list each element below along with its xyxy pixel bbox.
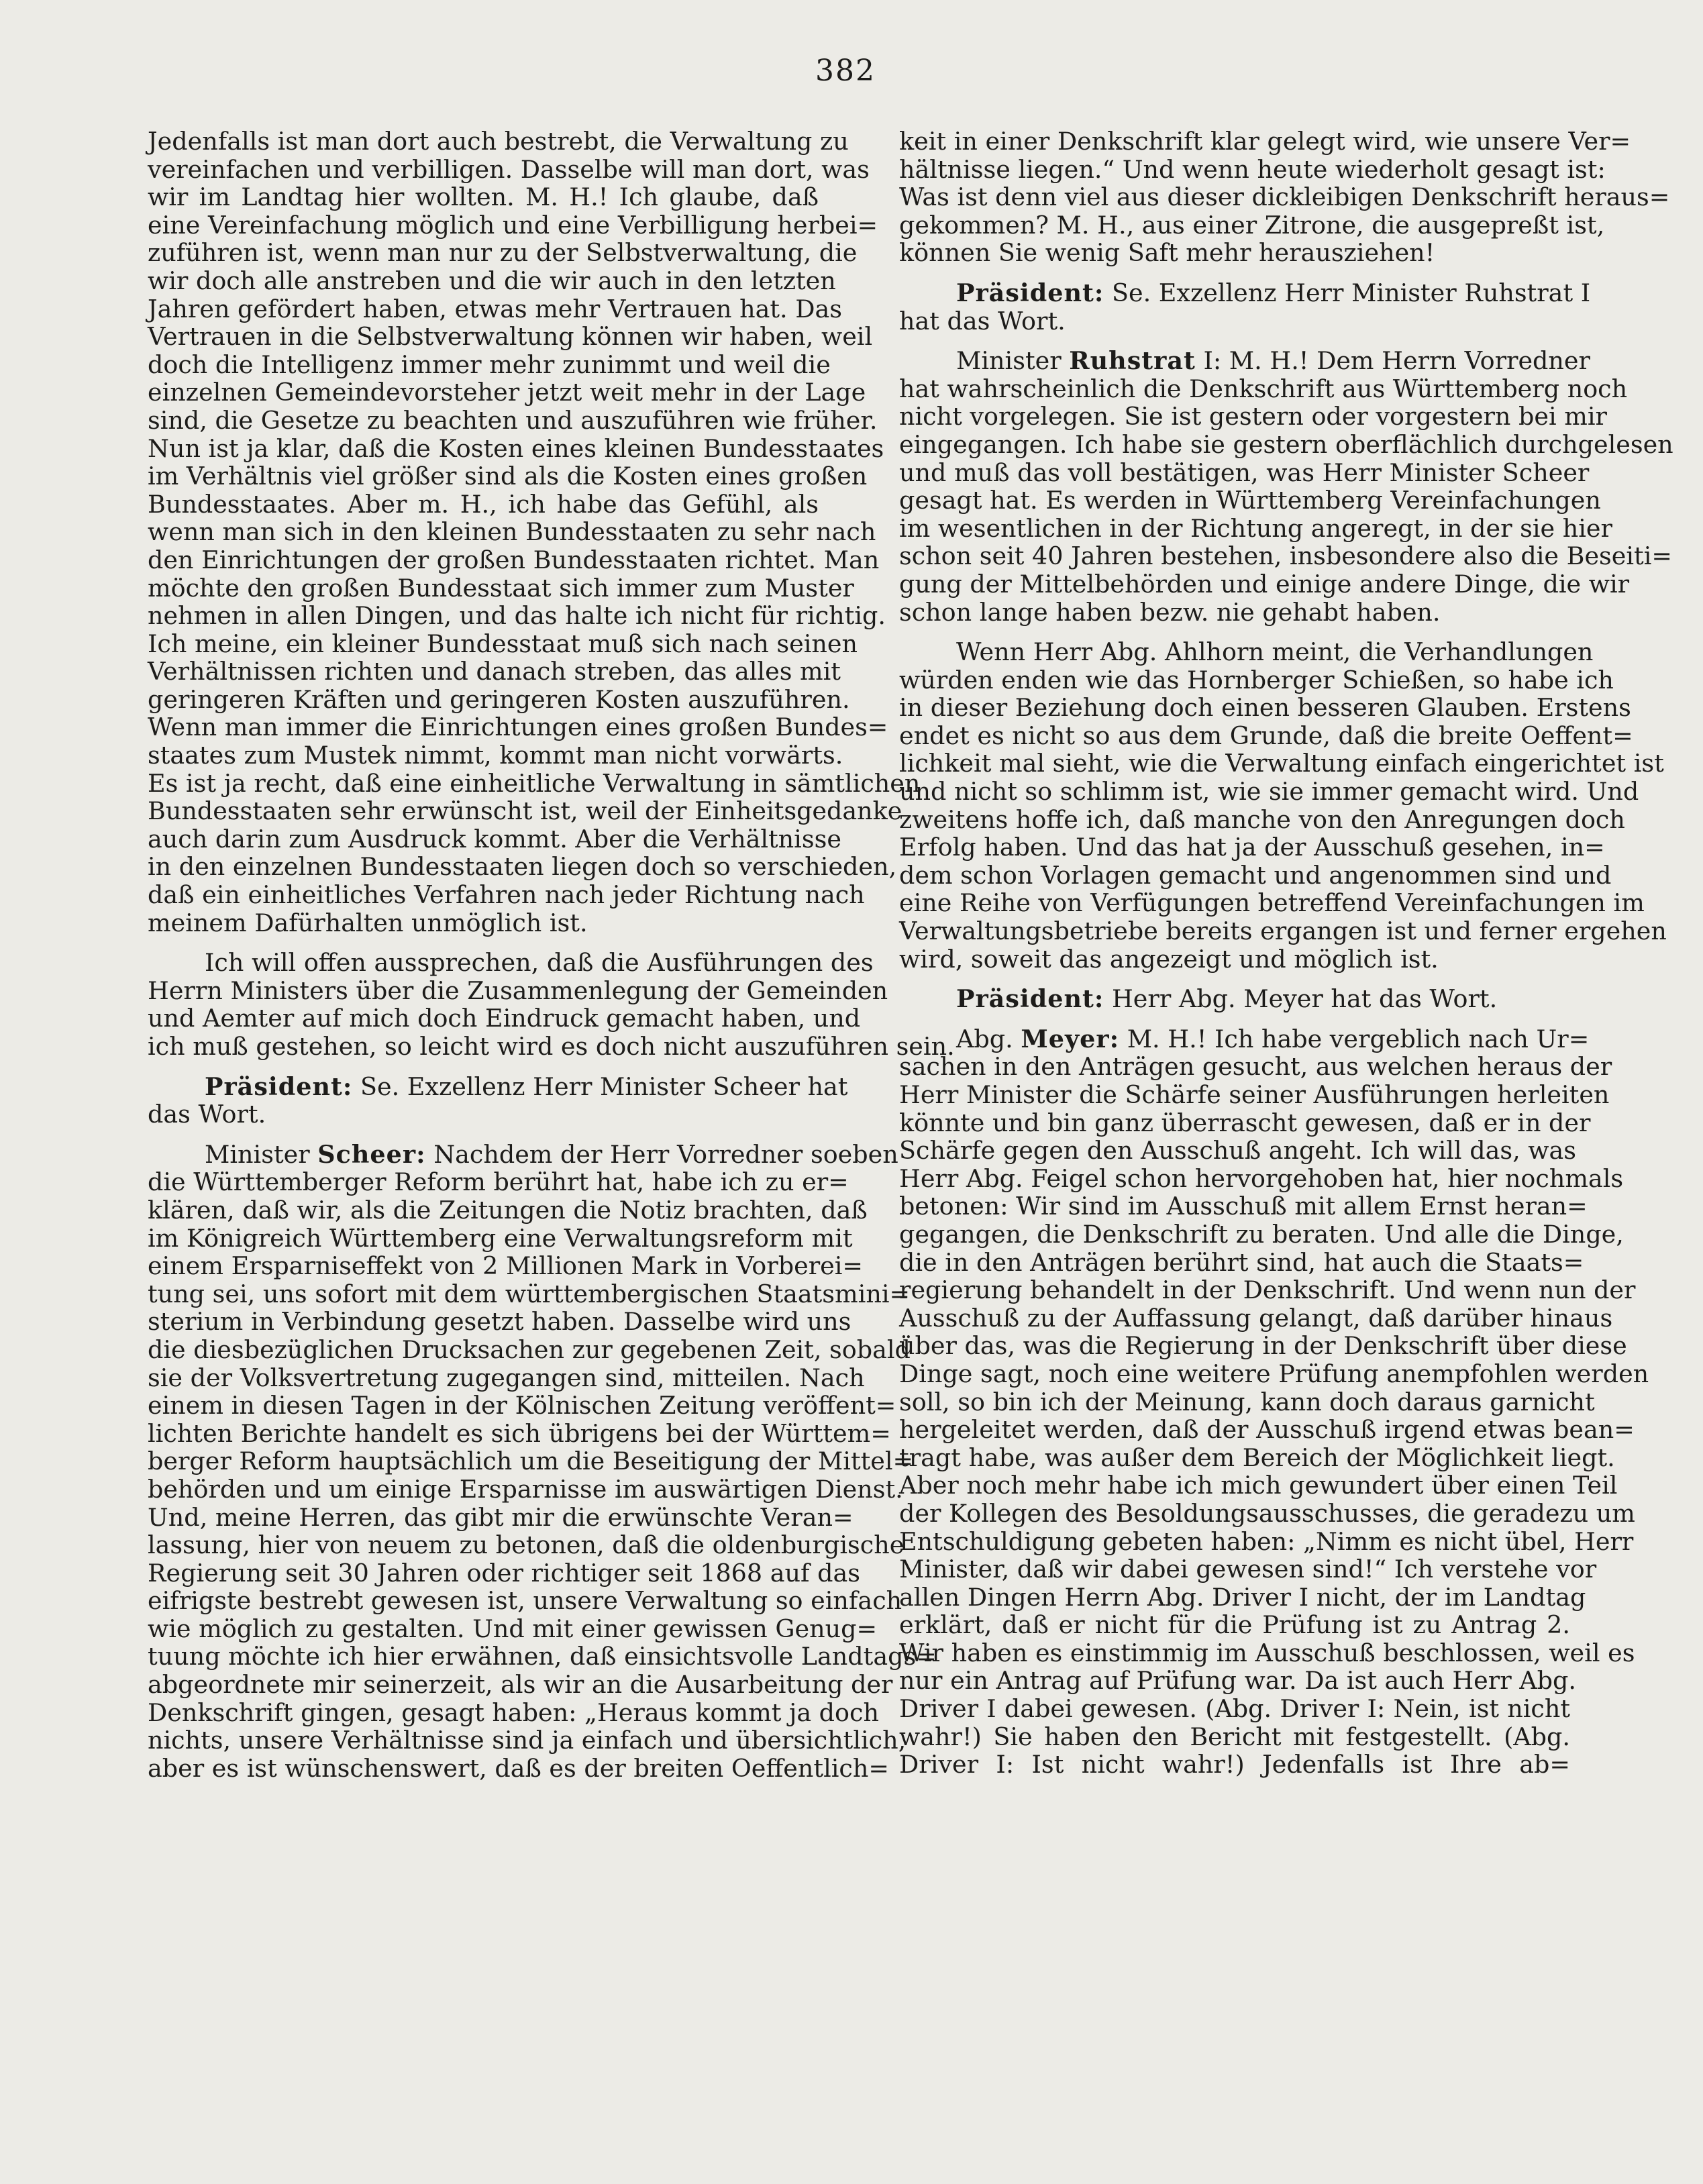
line-text: Entschuldigung gebeten haben: „Nimm es nicht übel, Herr — [899, 1526, 1634, 1556]
text-line — [899, 888, 1645, 918]
line-text: Bundesstaates. Aber m. H., ich habe das Gefühl, als — [148, 489, 819, 519]
text-line — [148, 517, 876, 547]
paragraph-gap — [899, 267, 1570, 279]
text-line — [148, 1100, 819, 1129]
page-number: 382 — [815, 54, 876, 88]
line-text: Wenn man immer die Einrichtungen eines großen Bundes= — [148, 713, 888, 742]
line-text: im wesentlichen in der Richtung angeregt, in der sie hier — [899, 513, 1612, 543]
line-text: tuung möchte ich hier erwähnen, daß einsichtsvolle Landtags= — [148, 1642, 937, 1671]
text-line — [899, 154, 1606, 184]
line-text: Was ist denn viel aus dieser dickleibigen Denkschrift heraus= — [899, 183, 1670, 212]
line-text: M. H.! Ich habe vergeblich nach Ur= — [1127, 1024, 1590, 1053]
line-text: Bundesstaaten sehr erwünscht ist, weil der Einheitsgedanke — [148, 796, 902, 826]
text-line — [148, 824, 841, 853]
text-line — [899, 1582, 1586, 1612]
text-line — [899, 402, 1607, 431]
line-text: berger Reform hauptsächlich um die Beseitigung der Mittel= — [148, 1447, 914, 1476]
line-text: könnte und bin ganz überrascht gewesen, daß er in der — [899, 1108, 1591, 1137]
line-text: gung der Mittelbehörden und einige andere Dinge, die wir — [899, 569, 1630, 599]
text-line — [899, 346, 1590, 376]
line-text: Ausschuß zu der Auffassung gelangt, daß darüber hinaus — [899, 1303, 1613, 1333]
text-line — [148, 1335, 911, 1364]
line-text: im Verhältnis viel größer sind als die Kosten eines großen — [148, 462, 868, 491]
text-line — [148, 909, 819, 937]
text-line — [899, 569, 1630, 599]
text-line — [148, 1167, 849, 1197]
text-line — [899, 1443, 1615, 1472]
text-line — [148, 266, 836, 295]
line-text: eifrigste bestrebt gewesen ist, unsere Verwaltung so einfach — [148, 1586, 902, 1616]
line-text: der Kollegen des Besoldungsausschusses, die geradezu um — [899, 1498, 1635, 1528]
line-text: wir doch alle anstreben und die wir auch in den letzten — [148, 266, 836, 295]
line-text: Herr Minister die Schärfe seiner Ausführungen herleiten — [899, 1080, 1610, 1109]
line-text: ich muß gestehen, so leicht wird es doch nicht auszuführen sein. — [148, 1032, 955, 1061]
text-line — [148, 294, 843, 323]
line-text: eine Reihe von Verfügungen betreffend Vereinfachungen im — [899, 888, 1645, 918]
text-line — [148, 1418, 891, 1448]
line-text: Erfolg haben. Und das hat ja der Ausschuß gesehen, in= — [899, 833, 1605, 862]
line-text: Se. Exzellenz Herr Minister Scheer hat — [360, 1072, 848, 1101]
text-line — [148, 1279, 911, 1308]
text-line — [899, 1498, 1635, 1528]
text-line — [899, 307, 1570, 335]
text-line — [148, 880, 865, 910]
line-text: allen Dingen Herrn Abg. Driver I nicht, der im Landtag — [899, 1582, 1586, 1612]
line-text: Denkschrift gingen, gesagt haben: „Heraus kommt ja doch — [148, 1698, 879, 1727]
line-text: sterium in Verbindung gesetzt haben. Dasselbe wird uns — [148, 1307, 852, 1337]
line-text: lichkeit mal sieht, wie die Verwaltung einfach eingerichtet ist — [899, 749, 1664, 778]
text-line — [899, 1163, 1624, 1193]
line-text: geringeren Kräften und geringeren Kosten auszuführen. — [148, 684, 850, 714]
line-text: soll, so bin ich der Meinung, kann doch daraus garnicht — [899, 1387, 1595, 1416]
speaker-name: Präsident: — [956, 278, 1104, 307]
line-text: Jahren gefördert haben, etwas mehr Vertrauen hat. Das — [148, 294, 843, 323]
text-line — [899, 1723, 1570, 1751]
line-text: und muß das voll bestätigen, was Herr Minister Scheer — [899, 458, 1590, 487]
speaker-name: Meyer: — [1021, 1024, 1120, 1053]
text-line — [148, 573, 854, 603]
line-text: Driver I: Ist nicht wahr!) Jedenfalls ist Ihre ab= — [899, 1750, 1570, 1779]
speaker-name: Ruhstrat — [1069, 346, 1196, 376]
speaker-role: Minister — [205, 1139, 310, 1169]
line-text: Schärfe gegen den Ausschuß angeht. Ich will das, was — [899, 1136, 1577, 1165]
left-text-column — [148, 127, 955, 1783]
text-line — [148, 1530, 905, 1560]
text-line — [899, 1108, 1591, 1137]
text-line — [148, 1363, 865, 1392]
text-line — [148, 127, 849, 156]
line-text: aber es ist wünschenswert, daß es der breiten Oeffentlich= — [148, 1753, 889, 1783]
line-text: Es ist ja recht, daß eine einheitliche Verwaltung in sämtlichen — [148, 768, 921, 798]
text-line — [148, 1726, 907, 1755]
line-text: betonen: Wir sind im Ausschuß mit allem Ernst heran= — [899, 1192, 1588, 1221]
line-text: gekommen? M. H., aus einer Zitrone, die ausgepreßt ist, — [899, 210, 1605, 240]
line-text: Regierung seit 30 Jahren oder richtiger seit 1868 auf das — [148, 1558, 860, 1588]
text-line — [899, 1471, 1618, 1500]
line-text: sind, die Gesetze zu beachten und auszuführen wie früher. — [148, 405, 878, 435]
text-line — [148, 1502, 854, 1532]
line-text: behörden und um einige Ersparnisse im auswärtigen Dienst. — [148, 1474, 903, 1504]
text-line — [148, 490, 819, 519]
line-text: die Württemberger Reform berührt hat, habe ich zu er= — [148, 1167, 849, 1197]
line-text: wird, soweit das angezeigt und möglich ist. — [899, 944, 1439, 974]
text-line — [899, 777, 1639, 807]
line-text: Ich will offen aussprechen, daß die Ausführungen des — [205, 948, 874, 978]
text-line — [899, 1526, 1634, 1556]
text-line — [148, 713, 888, 742]
line-text: Dinge sagt, noch eine weitere Prüfung anempfohlen werden — [899, 1359, 1649, 1388]
line-text: meinem Dafürhalten unmöglich ist. — [148, 908, 588, 937]
line-text: abgeordnete mir seinerzeit, als wir an die Ausarbeitung der — [148, 1670, 893, 1700]
line-text: Jedenfalls ist man dort auch bestrebt, die Verwaltung zu — [148, 127, 849, 156]
text-line — [899, 1638, 1635, 1667]
line-text: gegangen, die Denkschrift zu beraten. Und alle die Dinge, — [899, 1219, 1624, 1249]
line-text: einem Ersparniseffekt von 2 Millionen Mark in Vorberei= — [148, 1251, 864, 1281]
speaker-name: Präsident: — [205, 1072, 353, 1101]
text-line — [899, 1751, 1570, 1779]
text-line — [899, 860, 1612, 890]
text-line — [148, 1032, 955, 1061]
text-line — [899, 1247, 1584, 1277]
text-line — [148, 1004, 861, 1033]
text-line — [899, 1276, 1636, 1305]
line-text: Vertrauen in die Selbstverwaltung können wir haben, weil — [148, 322, 873, 352]
paragraph-gap — [899, 335, 1570, 347]
text-line — [148, 1698, 879, 1727]
line-text: über das, was die Regierung in der Denkschrift über diese — [899, 1331, 1627, 1361]
text-line — [899, 833, 1605, 862]
text-line — [899, 513, 1612, 543]
speaker-role: Minister — [956, 346, 1062, 376]
paragraph-gap — [148, 1129, 819, 1141]
text-line — [148, 210, 878, 240]
text-line — [899, 1387, 1595, 1416]
speaker-name: Präsident: — [956, 984, 1104, 1014]
line-text: gesagt hat. Es werden in Württemberg Vereinfachungen — [899, 486, 1601, 515]
line-text: tragt habe, was außer dem Bereich der Möglichkeit liegt. — [899, 1443, 1615, 1472]
text-line — [899, 239, 1570, 267]
line-text: im Königreich Württemberg eine Verwaltungsreform mit — [148, 1223, 853, 1253]
text-line — [148, 462, 868, 491]
text-line — [148, 1642, 937, 1671]
line-text: das Wort. — [148, 1100, 266, 1129]
line-text: sachen in den Anträgen gesucht, aus welchen heraus der — [899, 1052, 1612, 1082]
text-line — [148, 1195, 868, 1225]
line-text: endet es nicht so aus dem Grunde, daß die breite Oeffent= — [899, 721, 1633, 750]
line-text: Nachdem der Herr Vorredner soeben — [433, 1139, 898, 1169]
text-line — [148, 1474, 903, 1504]
line-text: regierung behandelt in der Denkschrift. Und wenn nun der — [899, 1276, 1636, 1305]
line-text: in den einzelnen Bundesstaaten liegen doch so verschieden, — [148, 852, 897, 882]
text-line — [899, 183, 1670, 212]
text-line — [148, 1072, 848, 1101]
text-line — [148, 1391, 896, 1420]
text-line — [899, 210, 1605, 240]
text-line — [148, 154, 870, 184]
text-line — [148, 405, 878, 435]
line-text: und Aemter auf mich doch Eindruck gemacht haben, und — [148, 1004, 861, 1033]
line-text: staates zum Mustek nimmt, kommt man nicht vorwärts. — [148, 741, 843, 770]
text-line — [899, 1695, 1570, 1723]
text-line — [148, 1670, 893, 1700]
speaker-name: Scheer: — [317, 1139, 426, 1169]
line-text: doch die Intelligenz immer mehr zunimmt und weil die — [148, 350, 831, 379]
text-line — [148, 1558, 860, 1588]
line-text: einem in diesen Tagen in der Kölnischen Zeitung veröffent= — [148, 1391, 896, 1420]
line-text: den Einrichtungen der großen Bundesstaaten richtet. Man — [148, 545, 880, 574]
line-text: eine Vereinfachung möglich und eine Verbilligung herbei= — [148, 210, 878, 240]
line-text: schon seit 40 Jahren bestehen, insbesondere also die Beseiti= — [899, 541, 1672, 571]
text-line — [899, 1415, 1635, 1445]
line-text: nichts, unsere Verhältnisse sind ja einfach und übersichtlich, — [148, 1726, 907, 1755]
text-line — [899, 278, 1591, 307]
text-line — [899, 541, 1672, 571]
text-line — [148, 322, 873, 352]
line-text: wir im Landtag hier wollten. M. H.! Ich glaube, daß — [148, 183, 819, 212]
text-line — [899, 1359, 1649, 1388]
line-text: erklärt, daß er nicht für die Prüfung ist zu Antrag 2. — [899, 1610, 1570, 1640]
text-line — [148, 601, 886, 631]
paragraph-gap — [899, 626, 1570, 638]
text-line — [899, 1666, 1576, 1696]
line-text: lichten Berichte handelt es sich übrigens bei der Württem= — [148, 1418, 891, 1448]
text-line — [899, 1052, 1612, 1082]
line-text: daß ein einheitliches Verfahren nach jeder Richtung nach — [148, 880, 865, 910]
line-text: Herr Abg. Meyer hat das Wort. — [1111, 984, 1498, 1014]
line-text: nehmen in allen Dingen, und das halte ich nicht für richtig. — [148, 601, 886, 631]
text-line — [148, 976, 888, 1005]
line-text: Ich meine, ein kleiner Bundesstaat muß sich nach seinen — [148, 629, 858, 658]
line-text: keit in einer Denkschrift klar gelegt wird, wie unsere Ver= — [899, 127, 1631, 156]
line-text: Aber noch mehr habe ich mich gewundert über einen Teil — [899, 1471, 1618, 1500]
line-text: wenn man sich in den kleinen Bundesstaaten zu sehr nach — [148, 517, 876, 547]
line-text: Driver I dabei gewesen. (Abg. Driver I: Nein, ist nicht — [899, 1694, 1570, 1724]
line-text: in dieser Beziehung doch einen besseren Glauben. Erstens — [899, 693, 1631, 723]
line-text: würden enden wie das Hornberger Schießen, so habe ich — [899, 665, 1614, 694]
line-text: sie der Volksvertretung zugegangen sind, mitteilen. Nach — [148, 1363, 865, 1392]
text-line — [148, 1251, 864, 1281]
line-text: Wenn Herr Abg. Ahlhorn meint, die Verhandlungen — [956, 637, 1594, 667]
line-text: Herrn Ministers über die Zusammenlegung der Gemeinden — [148, 976, 888, 1005]
text-line — [899, 1331, 1627, 1361]
text-line — [148, 1447, 914, 1476]
line-text: Verhältnissen richten und danach streben, das alles mit — [148, 657, 841, 686]
line-text: hat wahrscheinlich die Denkschrift aus Württemberg noch — [899, 374, 1628, 403]
text-line — [148, 948, 874, 978]
text-line — [148, 657, 841, 686]
line-text: Nun ist ja klar, daß die Kosten eines kleinen Bundesstaates — [148, 433, 884, 463]
line-text: einzelnen Gemeindevorsteher jetzt weit mehr in der Lage — [148, 378, 866, 407]
line-text: Se. Exzellenz Herr Minister Ruhstrat I — [1111, 278, 1591, 307]
text-line — [899, 374, 1628, 403]
text-line — [148, 183, 819, 211]
text-line — [148, 1614, 878, 1643]
right-text-column — [899, 127, 1673, 1779]
text-line — [899, 945, 1570, 974]
line-text: möchte den großen Bundesstaat sich immer zum Muster — [148, 573, 854, 603]
text-line — [899, 458, 1590, 487]
line-text: schon lange haben bezw. nie gehabt haben. — [899, 597, 1441, 627]
paragraph-gap — [899, 973, 1570, 985]
line-text: können Sie wenig Saft mehr herausziehen! — [899, 238, 1435, 268]
line-text: eingegangen. Ich habe sie gestern oberflächlich durchgelesen — [899, 429, 1673, 459]
text-line — [148, 741, 843, 770]
line-text: auch darin zum Ausdruck kommt. Aber die Verhältnisse — [148, 824, 841, 853]
paragraph-gap — [899, 1013, 1570, 1025]
text-line — [148, 684, 850, 714]
text-line — [148, 350, 831, 379]
text-line — [899, 721, 1633, 750]
text-line — [148, 768, 921, 798]
line-text: nur ein Antrag auf Prüfung war. Da ist auch Herr Abg. — [899, 1666, 1576, 1696]
line-text: dem schon Vorlagen gemacht und angenommen sind und — [899, 860, 1612, 890]
line-text: wie möglich zu gestalten. Und mit einer gewissen Genug= — [148, 1614, 878, 1643]
text-line — [899, 693, 1631, 723]
line-text: nicht vorgelegen. Sie ist gestern oder vorgestern bei mir — [899, 402, 1607, 431]
line-text: hat das Wort. — [899, 306, 1066, 335]
text-line — [148, 1223, 853, 1253]
line-text: Verwaltungsbetriebe bereits ergangen ist und ferner ergehen — [899, 917, 1667, 946]
text-line — [899, 917, 1667, 946]
line-text: zweitens hoffe ich, daß manche von den Anregungen doch — [899, 804, 1625, 834]
text-line — [899, 1303, 1613, 1333]
line-text: lassung, hier von neuem zu betonen, daß die oldenburgische — [148, 1530, 905, 1560]
text-line — [148, 1586, 902, 1616]
text-line — [899, 127, 1631, 156]
line-text: und nicht so schlimm ist, wie sie immer gemacht wird. Und — [899, 777, 1639, 807]
paragraph-gap — [148, 1061, 819, 1073]
text-line — [899, 1555, 1597, 1584]
text-line — [899, 985, 1570, 1013]
text-line — [899, 749, 1664, 778]
text-line — [148, 629, 858, 658]
line-text: hältnisse liegen.“ Und wenn heute wiederholt gesagt ist: — [899, 154, 1606, 184]
text-line — [148, 1753, 889, 1783]
text-line — [899, 1219, 1624, 1249]
line-text: zuführen ist, wenn man nur zu der Selbstverwaltung, die — [148, 238, 858, 268]
line-text: Herr Abg. Feigel schon hervorgehoben hat, hier nochmals — [899, 1163, 1624, 1193]
text-line — [148, 545, 880, 574]
line-text: hergeleitet werden, daß der Ausschuß irgend etwas bean= — [899, 1415, 1635, 1445]
text-line — [899, 665, 1614, 694]
text-line — [899, 1080, 1610, 1109]
line-text: Minister, daß wir dabei gewesen sind!“ Ich verstehe vor — [899, 1555, 1597, 1584]
text-line — [899, 486, 1601, 515]
text-line — [148, 796, 902, 826]
text-line — [899, 599, 1570, 627]
text-line — [148, 852, 897, 882]
text-line — [899, 1611, 1570, 1639]
line-text: Wir haben es einstimmig im Ausschuß beschlossen, weil es — [899, 1638, 1635, 1667]
text-line — [148, 238, 858, 268]
text-line — [148, 378, 866, 407]
text-line — [899, 1024, 1590, 1053]
speaker-role: Abg. — [956, 1024, 1013, 1053]
line-text: klären, daß wir, als die Zeitungen die Notiz brachten, daß — [148, 1195, 868, 1225]
paragraph-gap — [148, 937, 819, 949]
line-text: Und, meine Herren, das gibt mir die erwünschte Veran= — [148, 1502, 854, 1532]
line-text: wahr!) Sie haben den Bericht mit festgestellt. (Abg. — [899, 1722, 1570, 1751]
line-text: die in den Anträgen berührt sind, hat auch die Staats= — [899, 1247, 1584, 1277]
text-line — [899, 1136, 1577, 1165]
text-line — [148, 433, 884, 463]
text-line — [899, 804, 1625, 834]
line-text: I: M. H.! Dem Herrn Vorredner — [1203, 346, 1590, 376]
text-line — [899, 429, 1673, 459]
line-text: tung sei, uns sofort mit dem württembergischen Staatsmini= — [148, 1279, 911, 1308]
text-line — [148, 1139, 898, 1169]
text-line — [899, 1192, 1588, 1221]
line-text: die diesbezüglichen Drucksachen zur gegebenen Zeit, sobald — [148, 1335, 911, 1364]
line-text: vereinfachen und verbilligen. Dasselbe will man dort, was — [148, 154, 870, 184]
text-line — [899, 637, 1594, 667]
text-line — [148, 1307, 852, 1337]
